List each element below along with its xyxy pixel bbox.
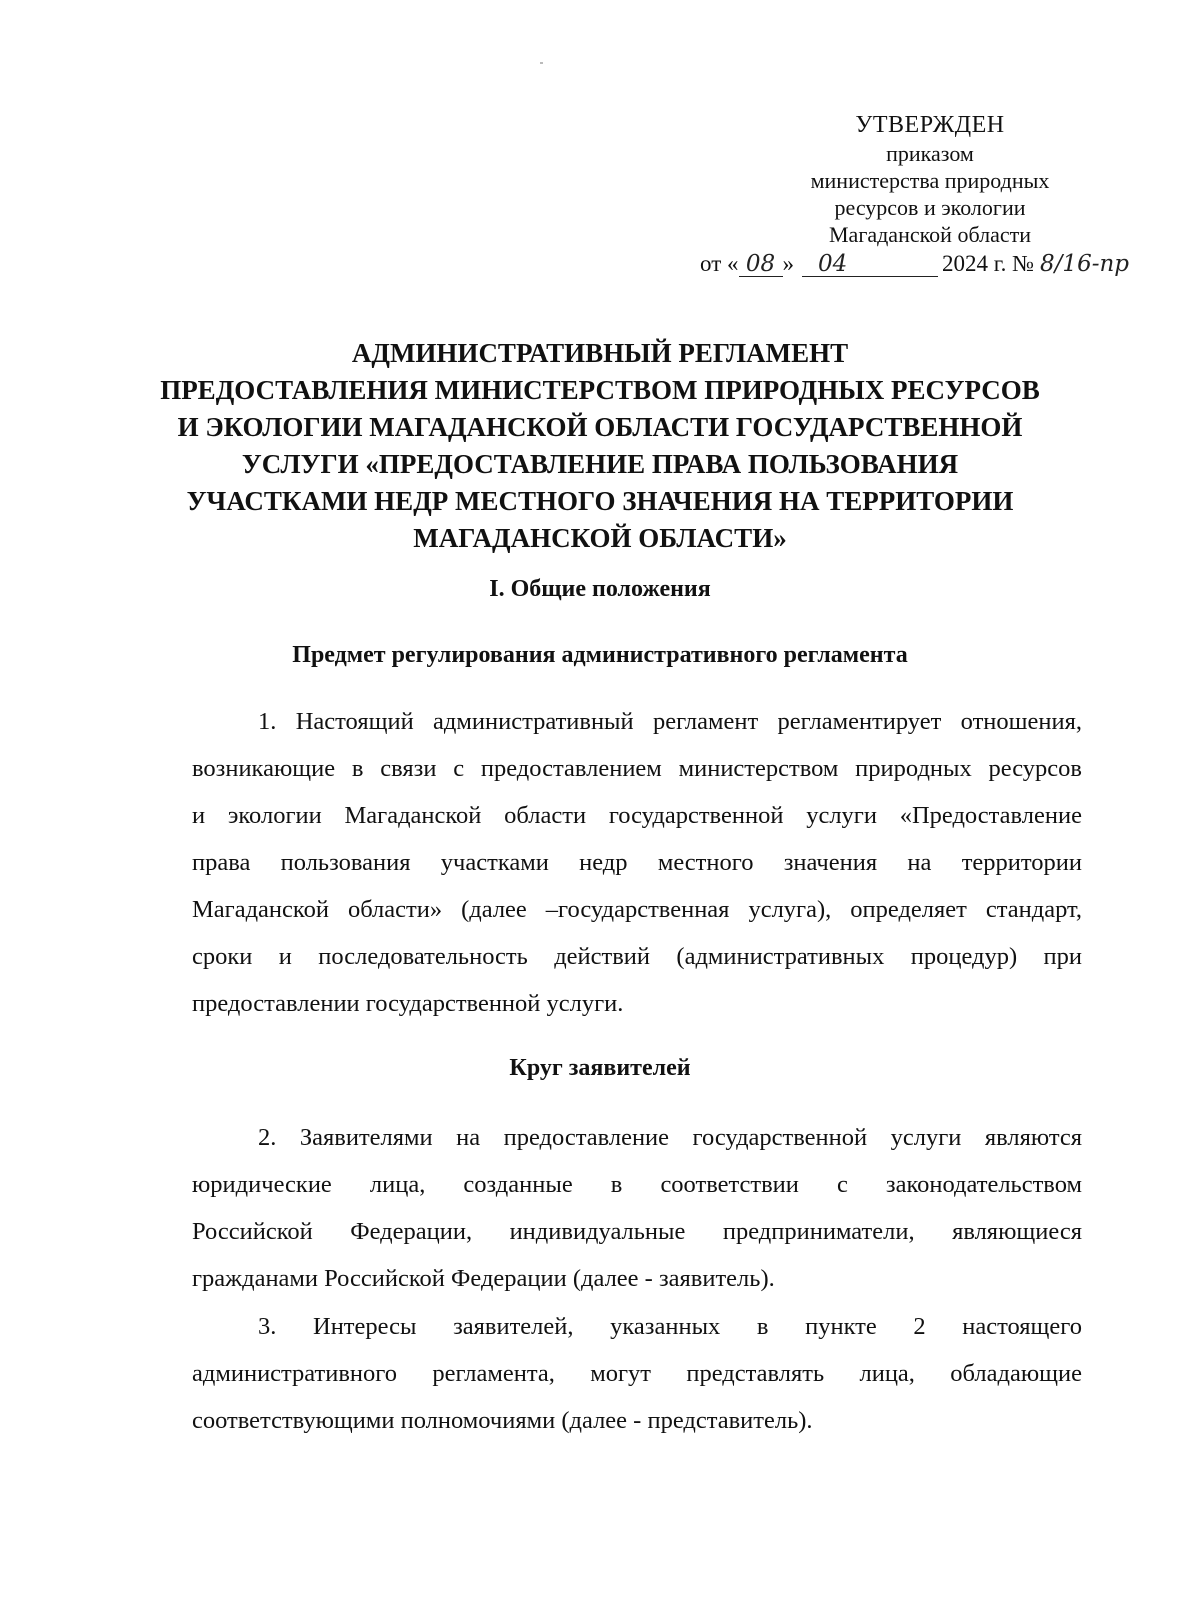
approval-date-line bbox=[700, 250, 1160, 277]
title-line: ПРЕДОСТАВЛЕНИЯ МИНИСТЕРСТВОМ ПРИРОДНЫХ РЕСУРСОВ bbox=[160, 375, 1040, 405]
approval-line: Магаданской области bbox=[829, 222, 1031, 247]
date-mid: » bbox=[782, 251, 794, 276]
approval-line: приказом bbox=[886, 141, 974, 166]
year-text: 2024 г. № bbox=[942, 251, 1035, 276]
section-heading-general: I. Общие положения bbox=[489, 576, 711, 602]
paragraph-3 bbox=[192, 1303, 1082, 1444]
paragraph-line: возникающие в связи с предоставлением министерством природных ресурсов bbox=[192, 755, 1082, 782]
title-line: АДМИНИСТРАТИВНЫЙ РЕГЛАМЕНТ bbox=[351, 338, 849, 368]
approval-stamp-block bbox=[700, 110, 1160, 277]
title-line: И ЭКОЛОГИИ МАГАДАНСКОЙ ОБЛАСТИ ГОСУДАРСТВЕННОЙ bbox=[177, 412, 1023, 442]
title-line: УЧАСТКАМИ НЕДР МЕСТНОГО ЗНАЧЕНИЯ НА ТЕРРИТОРИИ bbox=[186, 486, 1014, 516]
handwritten-day: 08 bbox=[739, 252, 783, 277]
paragraph-line: административного регламента, могут представлять лица, обладающие bbox=[192, 1360, 1082, 1387]
paragraph-line: гражданами Российской Федерации (далее - заявитель). bbox=[192, 1265, 775, 1292]
paragraph-line: соответствующими полномочиями (далее - представитель). bbox=[192, 1407, 813, 1434]
paragraph-line: 3. Интересы заявителей, указанных в пункте 2 настоящего bbox=[258, 1313, 1082, 1340]
subsection-heading-applicants: Круг заявителей bbox=[509, 1055, 691, 1081]
paragraph-line: юридические лица, созданные в соответствии с законодательством bbox=[192, 1171, 1082, 1198]
paragraph-1 bbox=[192, 698, 1082, 1027]
paragraph-line: и экологии Магаданской области государственной услуги «Предоставление bbox=[192, 802, 1082, 829]
scan-speck bbox=[540, 62, 543, 64]
paragraph-line: 2. Заявителями на предоставление государственной услуги являются bbox=[258, 1124, 1082, 1151]
paragraph-line: предоставлении государственной услуги. bbox=[192, 990, 624, 1017]
paragraph-line: Магаданской области» (далее –государственная услуга), определяет стандарт, bbox=[192, 896, 1082, 923]
document-title bbox=[150, 335, 1050, 557]
paragraph-line: Российской Федерации, индивидуальные предприниматели, являющиеся bbox=[192, 1218, 1082, 1245]
approval-line: министерства природных bbox=[810, 168, 1050, 193]
date-prefix: от « bbox=[700, 251, 739, 276]
title-line: МАГАДАНСКОЙ ОБЛАСТИ» bbox=[413, 523, 787, 553]
handwritten-month: 04 bbox=[802, 252, 938, 277]
subsection-heading-subject: Предмет регулирования административного регламента bbox=[292, 642, 908, 668]
paragraph-line: 1. Настоящий административный регламент регламентирует отношения, bbox=[258, 708, 1082, 735]
paragraph-2 bbox=[192, 1114, 1082, 1302]
paragraph-line: права пользования участками недр местного значения на территории bbox=[192, 849, 1082, 876]
approval-heading: УТВЕРЖДЕН bbox=[855, 112, 1005, 138]
paragraph-line: сроки и последовательность действий (административных процедур) при bbox=[192, 943, 1082, 970]
approval-line: ресурсов и экологии bbox=[834, 195, 1026, 220]
handwritten-order-number: 8/16-пр bbox=[1040, 251, 1130, 277]
title-line: УСЛУГИ «ПРЕДОСТАВЛЕНИЕ ПРАВА ПОЛЬЗОВАНИЯ bbox=[241, 449, 959, 479]
